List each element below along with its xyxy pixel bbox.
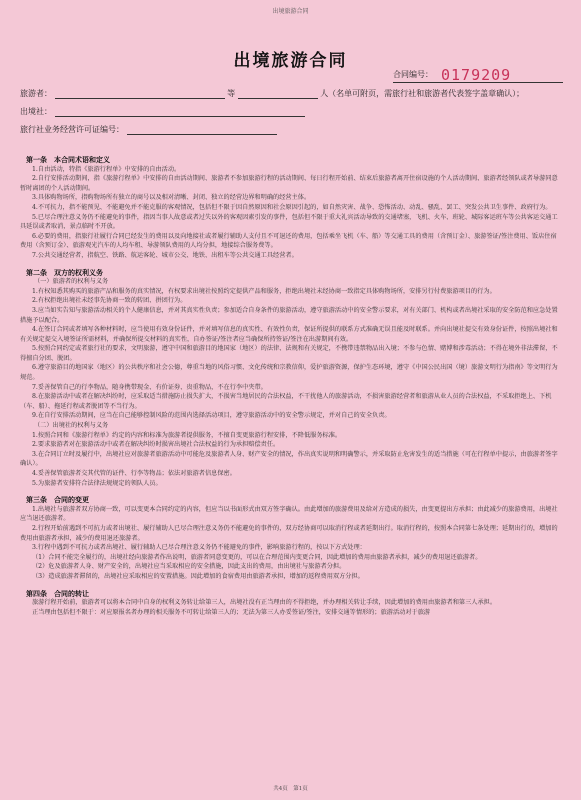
clause-paragraph: （2）危及旅游者人身、财产安全的，出境社应当采取相应的安全措施，因此支出的费用，由出境社与旅游者分担。 — [32, 563, 346, 571]
clause-paragraph: 2.要求旅游者对在旅游活动中或者在解决纠纷时损害出境社合法权益的行为承担赔偿责任。 — [32, 441, 280, 449]
clause-paragraph: 6.必要的费用，指旅行社履行合同已经发生的费用以及向地接社或者履行辅助人支付且不可退还的费用，包括乘坐飞机（车、船）等交通工具的费用（含预订金）、旅游签证/签注费用、饭店住宿费用（含预订金）、旅游观光汽车的人均车租、导游领队费用的人均分担，地接综合服务费等。 — [20, 232, 557, 250]
agency-row — [20, 106, 305, 117]
clause-paragraph: 旅游行程开始前，旅游者可以将本合同中自身的权利义务转让给第三人，出境社没有正当理由的不得拒绝，并办理相关转让手续，因此增加的费用由旅游者和第三人承担。 — [32, 599, 497, 607]
section-heading: 第三条 合同的变更 — [26, 495, 89, 505]
tourist-label: 旅游者： — [20, 89, 52, 98]
clause-paragraph: 1.按照合同和《旅游行程单》约定的内容和标准为旅游者提供服务，不擅自变更旅游行程安排，不降低服务标准。 — [32, 431, 342, 439]
clause-paragraph: 4.不可抗力，指不能预见、不能避免并不能克服的客观情况，包括但不限于因自然原因和社会原因引起的，如自然灾害、战争、恐怖活动、动乱、骚乱、罢工、突发公共卫生事件、政府行为。 — [32, 203, 552, 211]
section-heading: 第一条 本合同术语和定义 — [26, 155, 110, 164]
tourist-count-blank[interactable] — [238, 89, 318, 99]
clause-paragraph: （3）造成旅游者滞留的，出境社应采取相应的安置措施。因此增加的食宿费用由旅游者承担，增加的返程费用双方分担。 — [32, 572, 364, 580]
page-footer: 共4页 第1页 — [273, 786, 308, 792]
tourist-row — [20, 88, 524, 99]
clause-paragraph: 1.自由活动，特指《旅游行程单》中安排的自由活动。 — [32, 165, 181, 173]
agency-label: 出境社： — [20, 107, 52, 116]
clause-paragraph: 3.具体购物场所，指购物场所有独立的商号以及相对清晰、封闭、独立的经营边界和明确的经营主体。 — [32, 194, 311, 202]
license-blank[interactable] — [127, 125, 277, 135]
header-small: 出境旅游合同 — [272, 8, 309, 15]
clause-paragraph: 1.出境社与旅游者双方协商一致，可以变更本合同约定的内容，但应当以书面形式由双方签字确认。由此增加的旅游费用及给对方造成的损失，由变更提出方承担；由此减少的旅游费用，出境社应当退还旅游者。 — [20, 505, 558, 523]
clause-paragraph: 9.在自行安排活动期间，应当在自己能够控制风险的范围内选择活动项目，遵守旅游活动中的安全警示规定，并对自己的安全负责。 — [32, 412, 391, 420]
section-heading: 第四条 合同的转让 — [26, 588, 89, 598]
contract-number-label: 合同编号： — [393, 70, 433, 79]
clause-paragraph: 3.应当如实告知与旅游活动相关的个人健康信息，并对其真实性负责；参加适合自身条件的旅游活动，遵守旅游活动中的安全警示要求，对有关部门、机构或者出境社采取的安全防范和应急处置措施予以配合。 — [20, 306, 558, 324]
agency-blank[interactable] — [55, 107, 305, 117]
clause-paragraph: 6.遵守旅游目的地国家（地区）的公共秩序和社会公德，尊重当地的风俗习惯、文化传统和宗教信仰，爱护旅游资源，保护生态环境，遵守《中国公民出国（境）旅游文明行为指南》等文明行为规范。 — [20, 364, 558, 382]
tourist-persons-note: 人（名单可附页，需旅行社和旅游者代表签字盖章确认）； — [320, 89, 525, 98]
tourist-blank[interactable] — [55, 89, 225, 99]
contract-body — [20, 148, 560, 617]
clause-paragraph: 2.自行安排活动期间，指《旅游行程单》中安排的自由活动期间、旅游者不参加旅游行程的活动期间、每日行程开始前、结束后旅游者离开住宿设施的个人活动期间、旅游者经领队或者导游同意暂时离团的个人活动期间。 — [20, 175, 558, 192]
clause-paragraph: 正当理由包括但不限于：对应原报名者办理的相关服务不可转让给第三人的；无法为第三人办妥签证/签注，安排交通等情形的；旅游活动对于旅游 — [32, 608, 431, 616]
clause-paragraph: 1.有权知悉其购买的旅游产品和服务的真实情况，有权要求出境社按照约定提供产品和服务，拒绝出境社未经协商一致指定具体购物场所，安排另行付费旅游项目的行为。 — [32, 287, 496, 295]
clause-paragraph: 3.行程中遇到不可抗力或者出境社、履行辅助人已尽合理注意义务仍不能避免的事件，影响旅游行程的，按以下方式处理： — [32, 544, 366, 552]
clause-paragraph: 7.公共交通经营者，指航空、铁路、航运客轮、城市公交、地铁、出租车等公共交通工具经营者。 — [32, 251, 298, 259]
clause-paragraph: 4.妥善保管旅游者交其代管的证件、行李等物品；依法对旅游者信息保密。 — [32, 470, 236, 477]
clause-paragraph: （1）合同不能完全履行的，出境社经向旅游者作出说明，旅游者同意变更的，可以在合理范围内变更合同，因此增加的费用由旅游者承担，减少的费用退还旅游者。 — [32, 553, 482, 561]
contract-number-field — [393, 66, 563, 83]
license-label: 旅行社业务经营许可证编号： — [20, 125, 124, 134]
clause-paragraph: 5.已尽合理注意义务仍不能避免的事件，指因当事人故意或者过失以外的客观因素引发的事件，包括但不限于重大礼宾活动导致的交通堵塞，飞机、火车、班轮、城际客运班车等公共客运交通工具延误或者取消，景点临时不开放。 — [20, 213, 558, 231]
section-heading: 第二条 双方的权利义务 — [26, 267, 103, 277]
contract-number-value: 0179209 — [441, 66, 512, 84]
clause-paragraph: 5.为旅游者安排符合法律法规规定的领队人员。 — [32, 479, 162, 487]
clause-paragraph: 2.行程开始前遇到不可抗力或者出境社、履行辅助人已尽合理注意义务仍不能避免的事件的，双方经协商可以取消行程或者延期出行。取消行程的，按照本合同第七条处理；延期出行的，增加的费用由旅游者承担，减少的费用退还旅游者。 — [20, 524, 558, 542]
clause-paragraph: 4.在签订合同或者填写各种材料时，应当使用有效身份证件，并对填写信息的真实性、有效性负责，保证所提供的联系方式准确无误且能及时联系。并向出境社提交有效身份证件，按照出境社和有关规定提交入境签证所需材料，并确保所提交材料的真实性，自办签证/签注者应当确保所持签证/签注在出游期间有效。 — [20, 326, 558, 343]
tourist-etc: 等 — [227, 89, 236, 98]
clause-paragraph: 5.按照合同约定或者旅行社的要求，文明旅游，遵守中国和旅游目的地国家（地区）的法律、法规和有关规定，不携带违禁物品出入境；不参与色情、赌博和涉毒活动；不得在境外非法滞留，不得擅自分团、脱团。 — [20, 345, 558, 362]
clause-paragraph: 3.在合同订立时及履行中，出境社应对旅游者旅游活动中可能危及旅游者人身、财产安全的情况，作出真实说明和明确警示，并采取防止危害发生的适当措施（可在行程单中提示，由旅游者签字确认）。 — [20, 450, 558, 468]
license-row — [20, 124, 277, 135]
section-subheading: （一）旅游者的权利与义务 — [34, 278, 109, 286]
page-title: 出境旅游合同 — [233, 51, 348, 71]
clause-paragraph: 7.妥善保管自己的行李物品，随身携带现金、有价证券、贵重物品，不在行李中夹带。 — [32, 383, 267, 391]
section-subheading: （二）出境社的权利与义务 — [34, 422, 109, 430]
clause-paragraph: 2.有权拒绝出境社未经事先协商一致的转团、拼团行为。 — [32, 297, 187, 305]
clause-paragraph: 8.在旅游活动中或者在解决纠纷时，应采取适当措施防止损失扩大，不损害当地居民的合法权益，不干扰他人的旅游活动，不损害旅游经营者和旅游从业人员的合法权益，不采取拒绝上、下机（车、船）、拖延行程或者脱团等不当行为。 — [20, 393, 552, 410]
